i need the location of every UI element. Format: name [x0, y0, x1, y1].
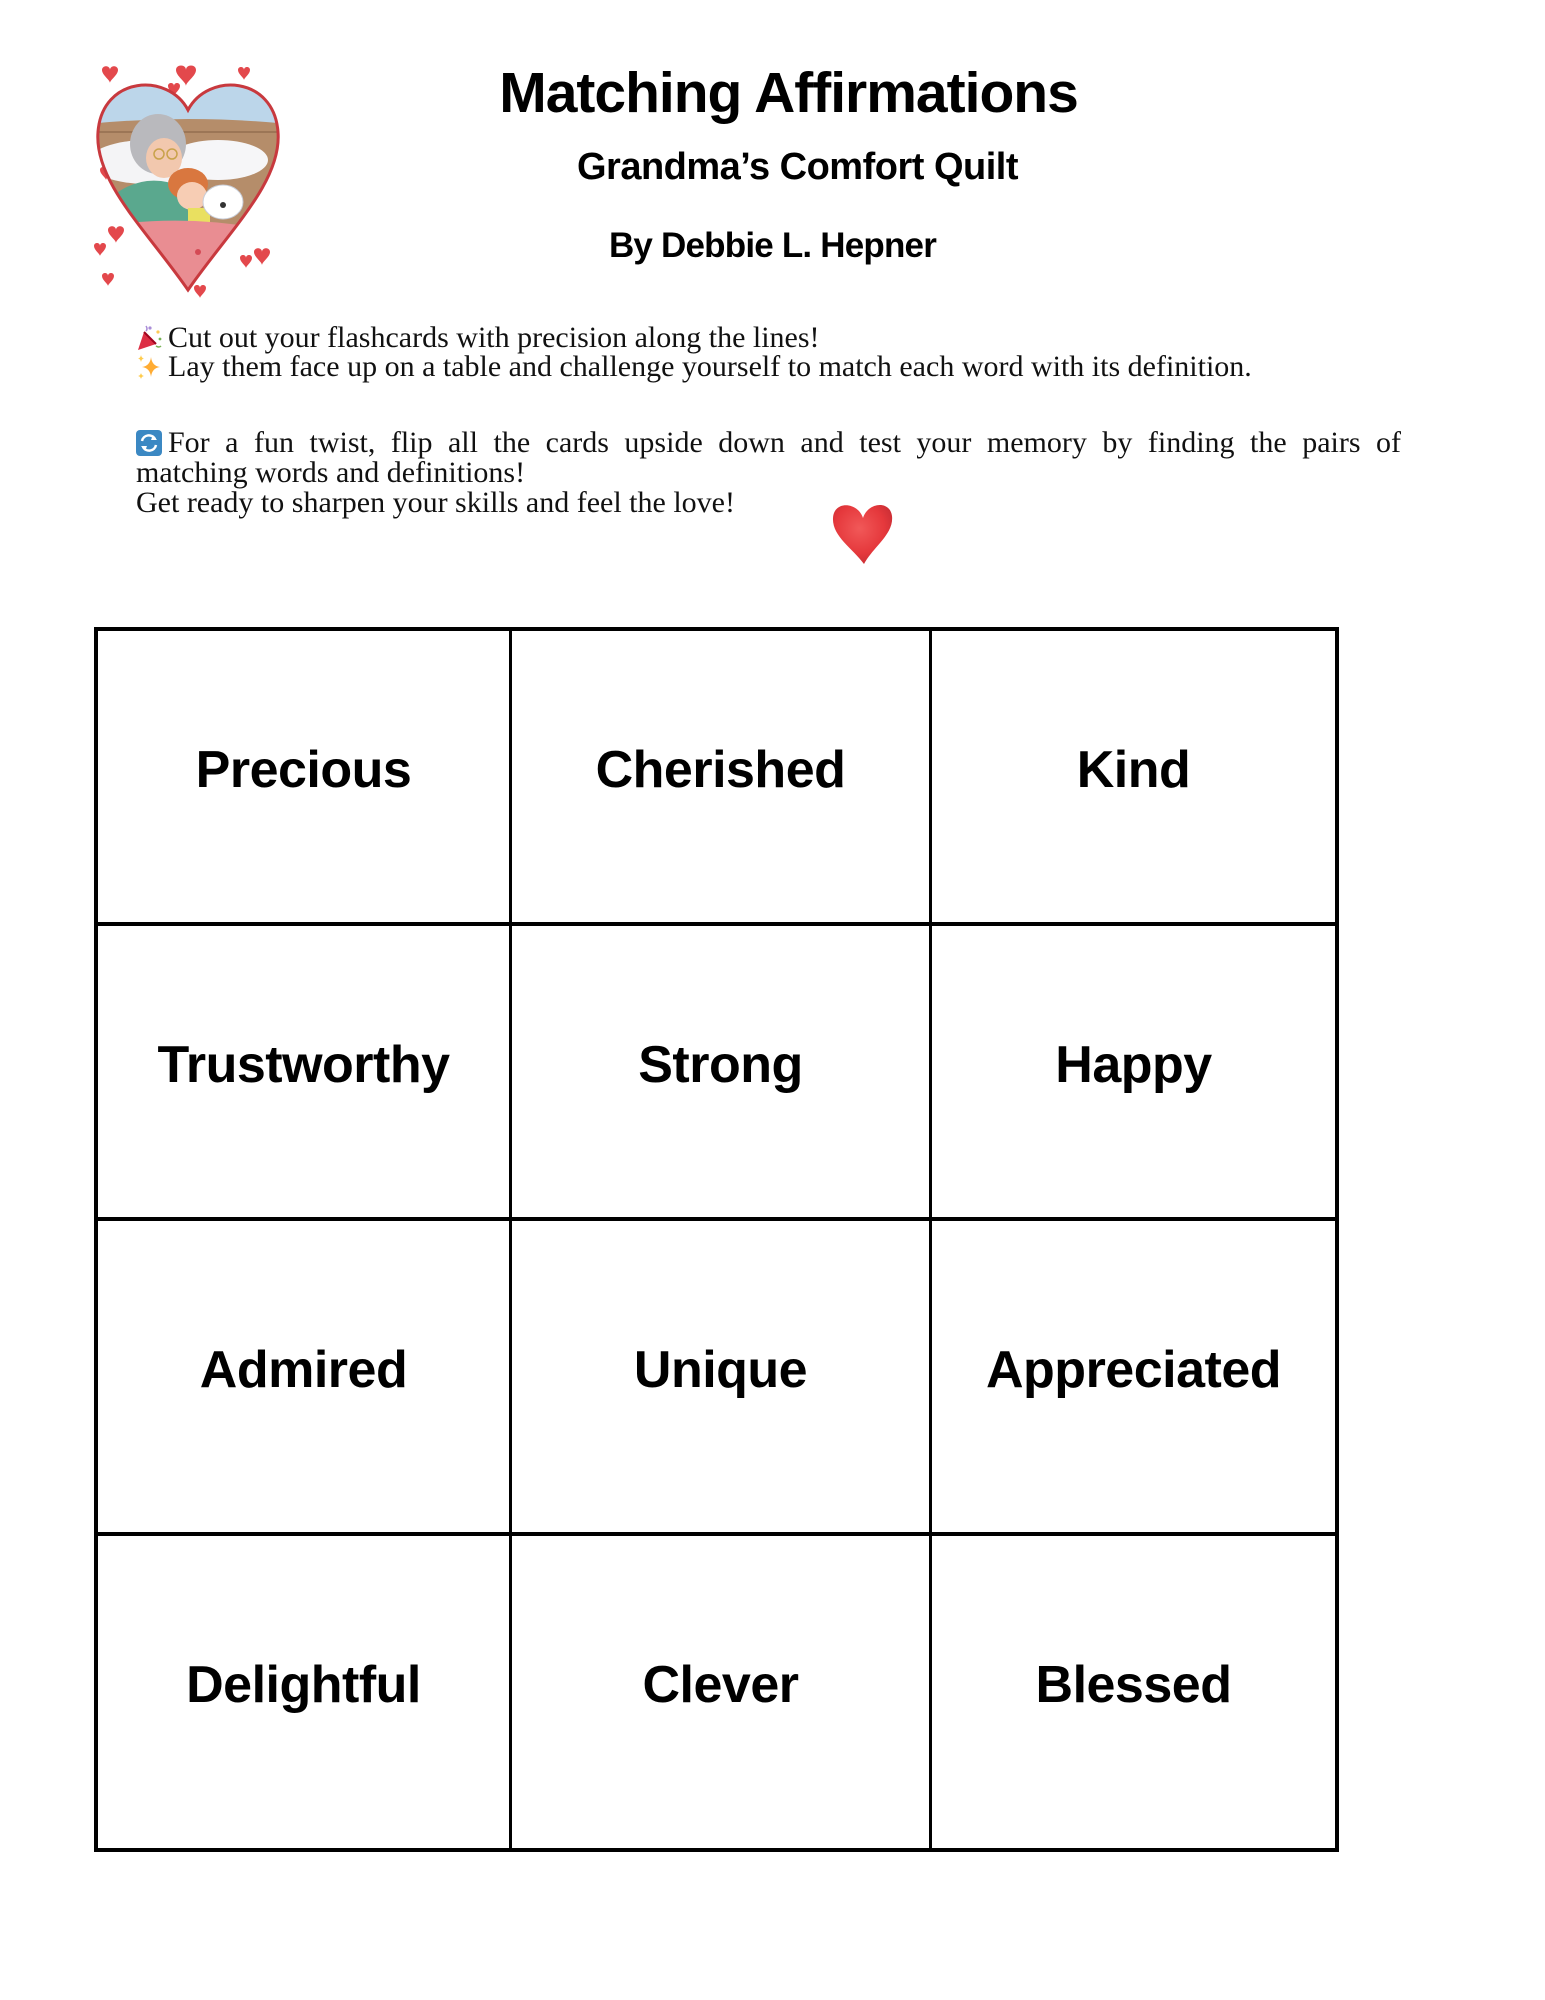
flashcard[interactable]: Cherished	[512, 631, 932, 926]
red-heart-icon	[828, 496, 898, 566]
instruction-line-4	[136, 458, 1401, 488]
counterclockwise-arrows-icon	[136, 429, 162, 457]
instruction-line-5	[136, 488, 1401, 518]
party-popper-icon	[136, 324, 162, 352]
instruction-text-3-content: For a fun twist, flip all the cards upside down and test your memory by finding the pairs of	[168, 426, 1401, 459]
instruction-line-2	[136, 352, 1401, 382]
author-line: By Debbie L. Hepner	[608, 226, 937, 265]
flashcard[interactable]: Admired	[98, 1221, 512, 1536]
flashcard[interactable]: Kind	[932, 631, 1335, 926]
flashcard[interactable]: Delightful	[98, 1536, 512, 1848]
instruction-line-1	[136, 323, 1401, 353]
instruction-text-4: matching words and definitions!	[136, 456, 526, 489]
page-title: Matching Affirmations	[499, 61, 1078, 125]
instruction-text-2: Lay them face up on a table and challenge yourself to match each word with its definition.	[168, 350, 1252, 383]
flashcard[interactable]: Strong	[512, 926, 932, 1221]
flashcard[interactable]: Clever	[512, 1536, 932, 1848]
instruction-text-1: Cut out your flashcards with precision along the lines!	[168, 321, 820, 354]
flashcard[interactable]: Trustworthy	[98, 926, 512, 1221]
instruction-line-3	[136, 428, 1401, 458]
instruction-spacer	[136, 382, 1401, 428]
flashcard[interactable]: Unique	[512, 1221, 932, 1536]
flashcard[interactable]: Blessed	[1035, 1656, 1232, 1714]
flashcard[interactable]: Precious	[98, 631, 512, 926]
flashcard[interactable]: Appreciated	[932, 1221, 1335, 1536]
instructions	[136, 323, 1401, 518]
sparkles-icon	[136, 353, 162, 381]
instruction-text-5: Get ready to sharpen your skills and feel the love!	[136, 486, 735, 519]
page-subtitle: Grandma’s Comfort Quilt	[576, 146, 1018, 188]
flashcard-grid	[94, 627, 1339, 1852]
instruction-text-3	[168, 428, 1401, 458]
flashcard[interactable]: Happy	[932, 926, 1335, 1221]
